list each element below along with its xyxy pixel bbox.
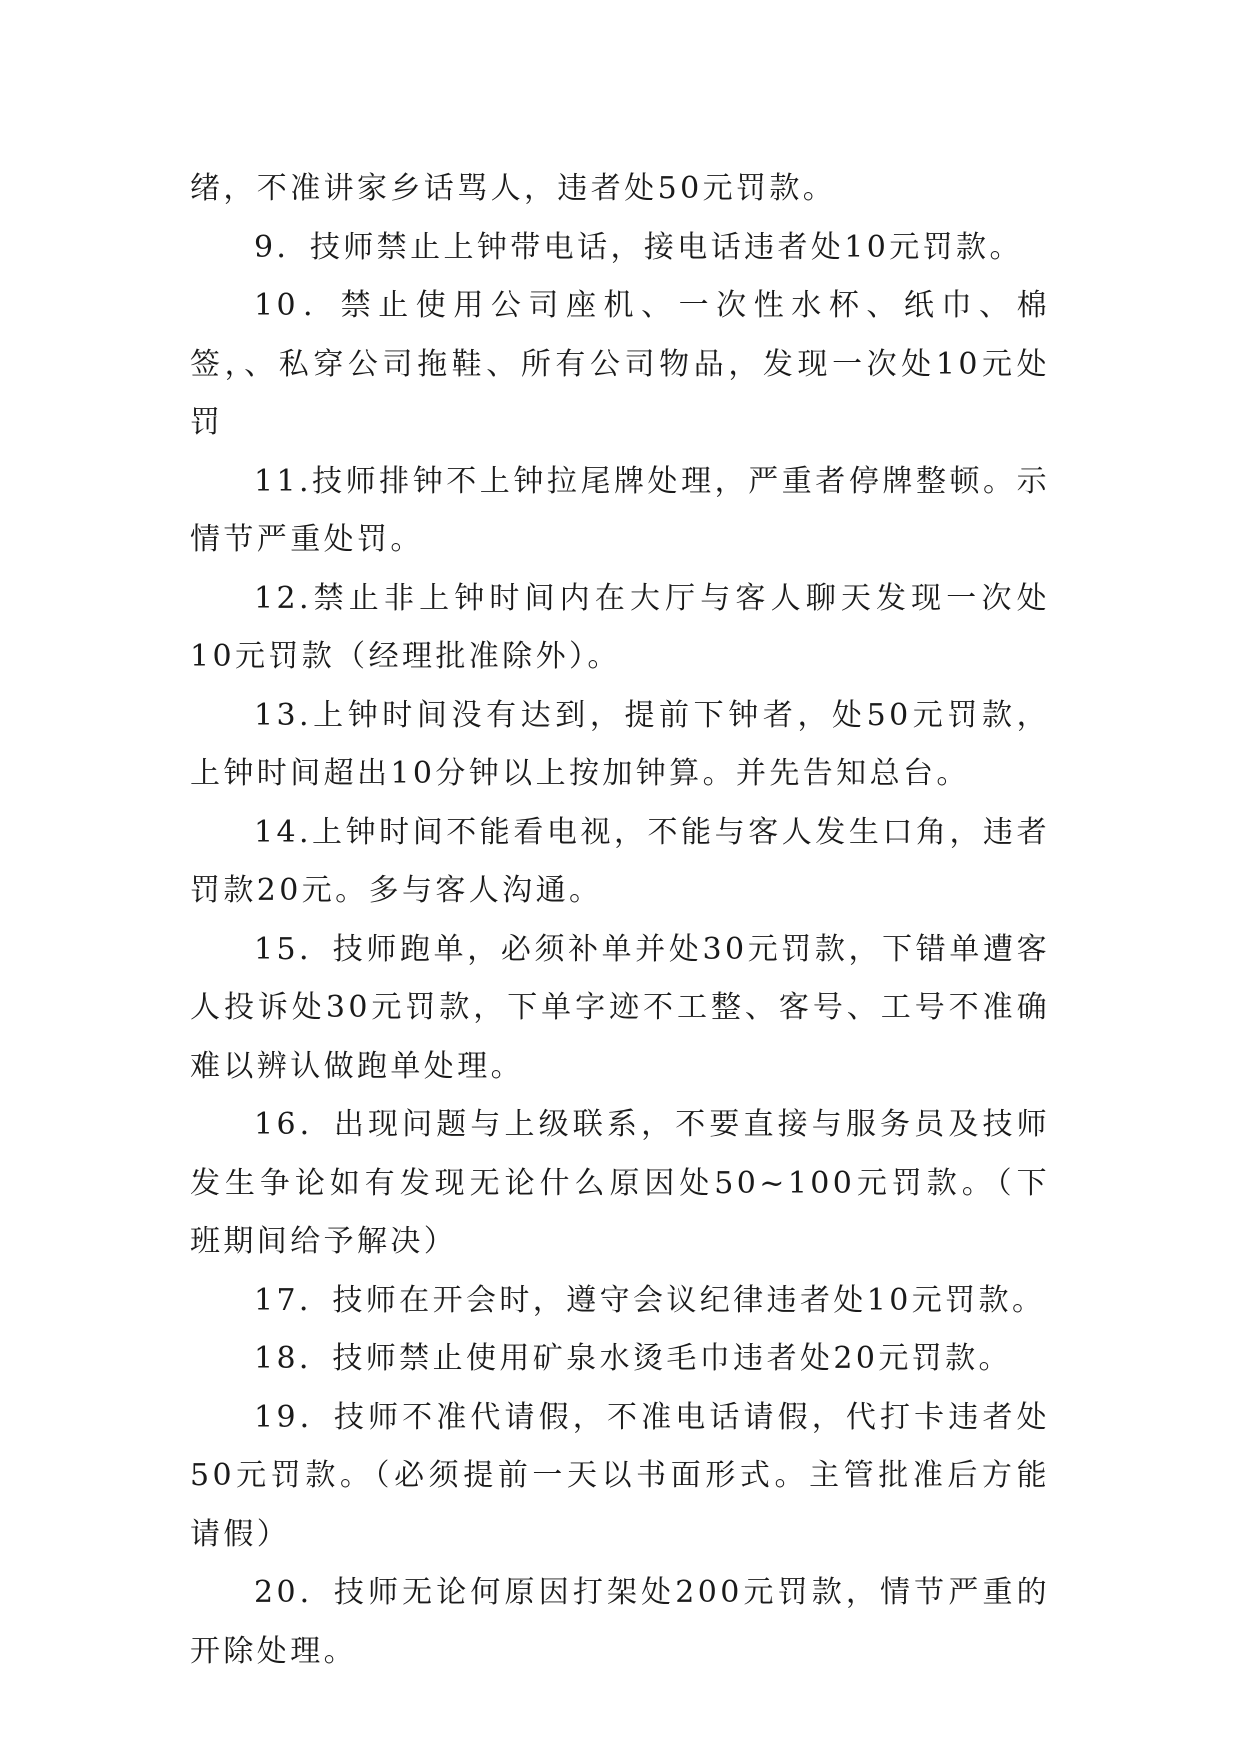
rule-item-13: 13.上钟时间没有达到，提前下钟者，处50元罚款，上钟时间超出10分钟以上按加钟算。并先告知总台。 — [190, 697, 1050, 791]
rule-item-12: 12.禁止非上钟时间内在大厅与客人聊天发现一次处10元罚款（经理批准除外）。 — [190, 580, 1050, 674]
document-body — [190, 160, 1050, 1681]
rule-item-16: 16．出现问题与上级联系，不要直接与服务员及技师发生争论如有发现无论什么原因处50~100元罚款。（下班期间给予解决） — [190, 1107, 1050, 1259]
rule-item-11: 11.技师排钟不上钟拉尾牌处理，严重者停牌整顿。示情节严重处罚。 — [190, 463, 1050, 557]
rule-item-15: 15．技师跑单，必须补单并处30元罚款，下错单遭客人投诉处30元罚款，下单字迹不工整、客号、工号不准确难以辨认做跑单处理。 — [190, 931, 1050, 1084]
rule-item-19: 19．技师不准代请假，不准电话请假，代打卡违者处50元罚款。（必须提前一天以书面形式。主管批准后方能请假） — [190, 1399, 1050, 1552]
rule-item-17: 17．技师在开会时，遵守会议纪律违者处10元罚款。 — [254, 1282, 1046, 1318]
rule-item-14: 14.上钟时间不能看电视，不能与客人发生口角，违者罚款20元。多与客人沟通。 — [190, 814, 1050, 908]
rule-item-10: 10．禁止使用公司座机、一次性水杯、纸巾、棉签，、私穿公司拖鞋、所有公司物品，发现一次处10元处罚 — [190, 288, 1050, 440]
rule-item-20: 20．技师无论何原因打架处200元罚款，情节严重的开除处理。 — [190, 1575, 1050, 1669]
rule-item-9: 9．技师禁止上钟带电话，接电话违者处10元罚款。 — [254, 229, 1023, 265]
rule-item-18: 18．技师禁止使用矿泉水烫毛巾违者处20元罚款。 — [254, 1341, 1012, 1376]
paragraph-continuation: 绪，不准讲家乡话骂人，违者处50元罚款。 — [190, 171, 837, 206]
